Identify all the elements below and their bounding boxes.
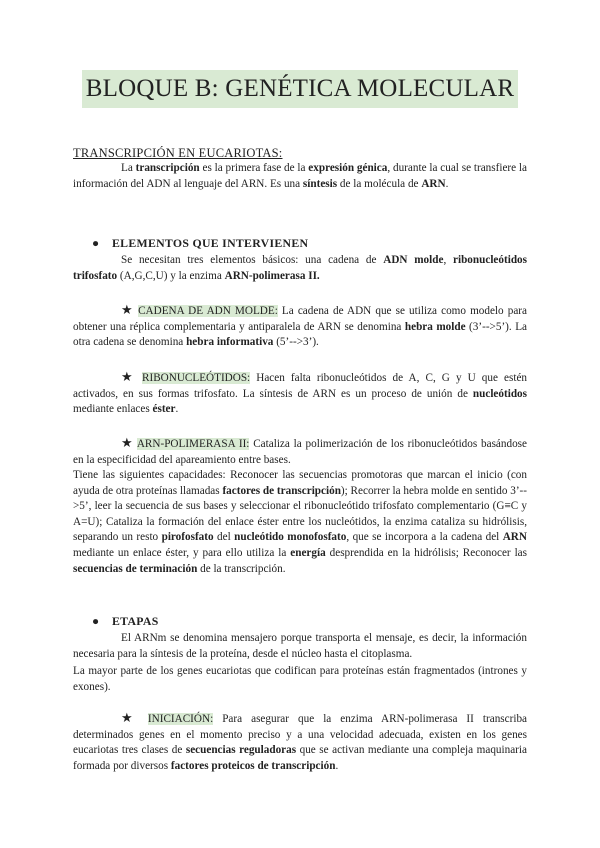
cadena-label: CADENA DE ADN MOLDE: — [138, 305, 278, 317]
bullet-dot-icon: ● — [92, 236, 100, 250]
iniciacion-label: INICIACIÓN: — [147, 713, 214, 725]
intro-paragraph: La transcripción es la primera fase de la expresión génica, durante la cual se transfiere la información del ADN al lenguaje del ARN. Es una síntesis de la molécula de ARN. — [73, 162, 528, 190]
genes-paragraph: La mayor parte de los genes eucariotas que codifican para proteínas están fragmentados (intrones y exones). — [73, 665, 527, 693]
cadena-paragraph: ★ CADENA DE ADN MOLDE: La cadena de ADN que se utiliza como modelo para obtener una réplica complementaria y antiparalela de ARN se denomina hebra molde (3’-->5’). La otra cadena se denomina hebra informativa (5’-->3’). — [73, 303, 527, 349]
star-icon: ★ — [121, 303, 134, 318]
bullet-label: ELEMENTOS QUE INTERVIENEN — [112, 236, 309, 250]
bullet-etapas — [92, 614, 159, 629]
star-icon: ★ — [121, 711, 139, 726]
bullet-label: ETAPAS — [112, 614, 159, 628]
title-container — [0, 70, 600, 108]
star-icon: ★ — [121, 370, 136, 385]
ribonucleotidos-paragraph: ★ RIBONUCLEÓTIDOS: Hacen falta ribonucleótidos de A, C, G y U que estén activados, en sus formas trifosfato. La síntesis de ARN es un proceso de unión de nucleótidos mediante enlaces éster. — [73, 370, 528, 416]
star-icon: ★ — [121, 436, 134, 451]
polimerasa-paragraph: ★ ARN-POLIMERASA II: Cataliza la polimerización de los ribonucleótidos basándose en la especificidad del apareamiento entre bases. — [73, 436, 528, 466]
etapas-paragraph: El ARNm se denomina mensajero porque transporta el mensaje, es decir, la información necesaria para la síntesis de la proteína, desde el núcleo hasta el citoplasma. — [73, 632, 527, 660]
polimerasa-label: ARN-POLIMERASA II: — [136, 438, 250, 450]
capacidades-paragraph: Tiene las siguientes capacidades: Reconocer las secuencias promotoras que marcan el inicio (con ayuda de otra proteínas llamadas factores de transcripción); Recorrer la hebra molde en sentido 3’-->5’, leer la secuencia de sus bases y seleccionar el ribonucleótido trifosfato complementario (G≡C y A=U); Cataliza la formación del enlace éster entre los nucleótidos, la enzima cataliza su hidrólisis, separando un resto pirofosfato del nucleótido monofosfato, que se incorpora a la cadena del ARN mediante un enlace éster, y para ello utiliza la energía desprendida en la hidrólisis; Reconocer las secuencias de terminación de la transcripción. — [73, 469, 528, 575]
section-heading: TRANSCRIPCIÓN EN EUCARIOTAS: — [73, 146, 283, 160]
iniciacion-paragraph: ★ INICIACIÓN: Para asegurar que la enzima ARN-polimerasa II transcriba determinados genes en el momento preciso y a una velocidad adecuada, existen en los genes eucariotas tres clases de secuencias reguladoras que se activan mediante una compleja maquinaria formada por diversos factores proteicos de transcripción. — [73, 711, 528, 772]
bullet-dot-icon: ● — [92, 614, 100, 628]
elementos-paragraph: Se necesitan tres elementos básicos: una cadena de ADN molde, ribonucleótidos trifosfato (A,G,C,U) y la enzima ARN-polimerasa II. — [73, 254, 527, 282]
ribonucleotidos-label: RIBONUCLEÓTIDOS: — [142, 372, 251, 384]
bullet-elementos — [92, 236, 308, 251]
page-title: BLOQUE B: GENÉTICA MOLECULAR — [82, 70, 519, 108]
